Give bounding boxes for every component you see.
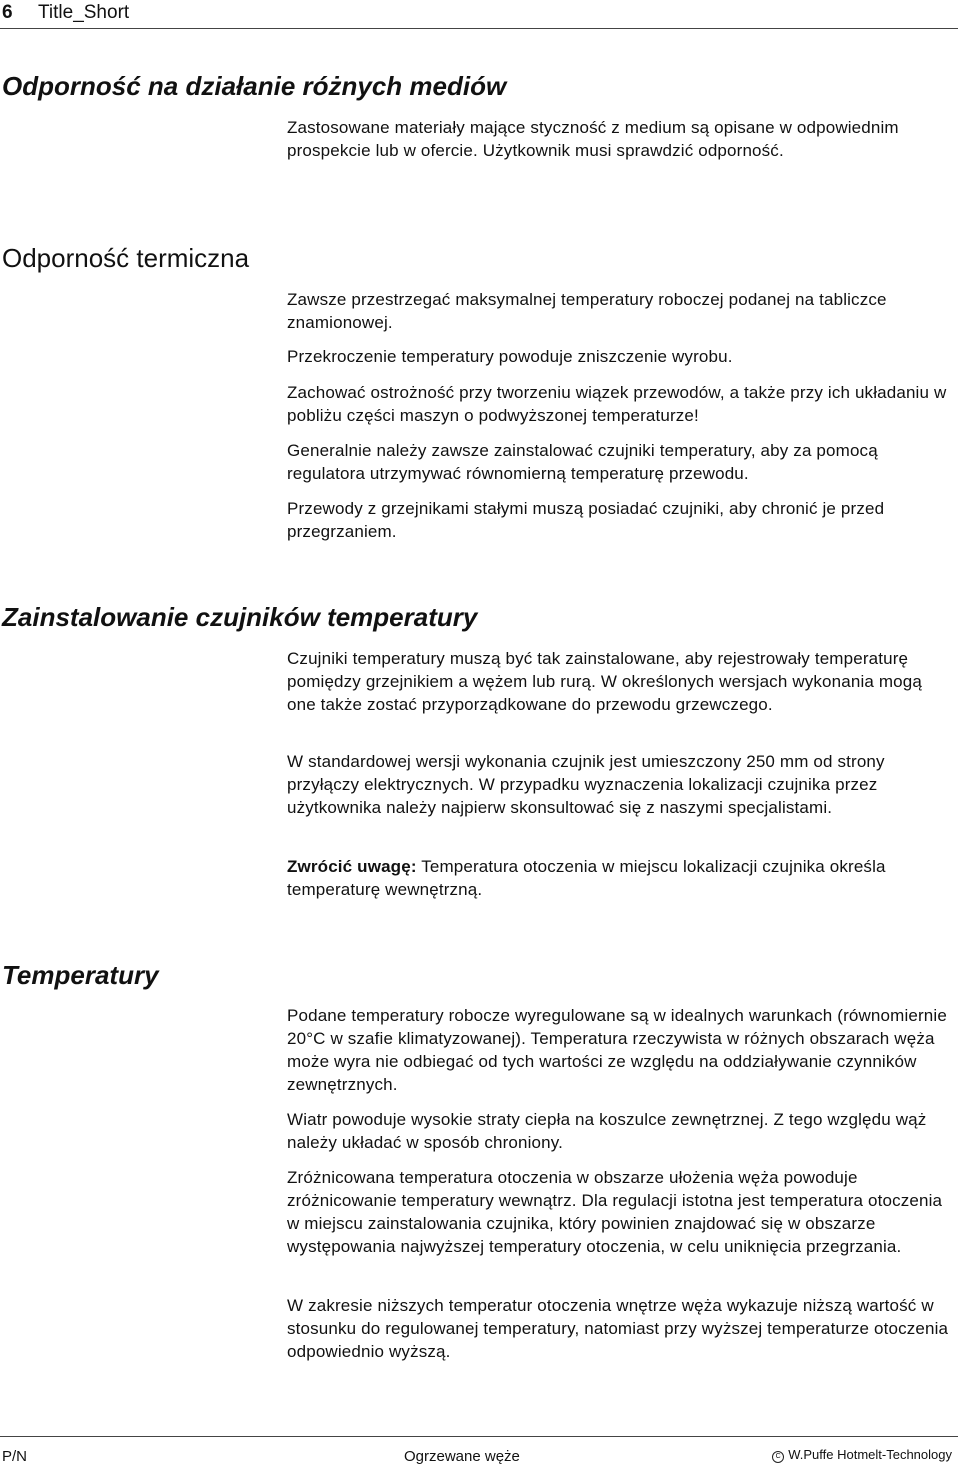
note-text: Temperatura otoczenia w miejscu lokalizacji czujnika określa temperaturę wewnętrzną. <box>287 857 886 899</box>
paragraph: Generalnie należy zawsze zainstalować czujniki temperatury, aby za pomocą regulatora utrzymywać równomierną temperaturę przewodu. <box>287 441 878 483</box>
paragraph: Zróżnicowana temperatura otoczenia w obszarze ułożenia węża powoduje zróżnicowanie temperatury wewnątrz. Dla regulacji istotna jest temperatura otoczenia w miejscu zainstalowania czujnika, który powinien znajdować się w obszarze występowania najwyższej temperatury otoczenia, w celu uniknięcia przegrzania. <box>287 1168 943 1256</box>
copyright-icon: C <box>772 1451 784 1463</box>
paragraph: W standardowej wersji wykonania czujnik jest umieszczony 250 mm od strony przyłączy elektrycznych. W przypadku wyznaczenia lokalizacji czujnika przez użytkownika należy najpierw skonsultować się z naszymi specjalistami. <box>287 752 885 817</box>
paragraph: Zastosowane materiały mające styczność z medium są opisane w odpowiednim prospekcie lub w ofercie. Użytkownik musi sprawdzić odporność. <box>287 118 899 160</box>
page-number: 6 <box>2 2 13 23</box>
paragraph: Przewody z grzejnikami stałymi muszą posiadać czujniki, aby chronić je przed przegrzaniem. <box>287 499 885 541</box>
heading-media-resistance: Odporność na działanie różnych mediów <box>2 71 507 101</box>
company-name <box>772 1447 952 1463</box>
paragraph: Wiatr powoduje wysokie straty ciepła na koszulce zewnętrznej. Z tego względu wąż należy układać w sposób chroniony. <box>287 1110 927 1152</box>
document-title: Ogrzewane węże <box>404 1448 520 1465</box>
note-paragraph <box>287 855 955 901</box>
running-title: Title_Short <box>38 2 130 23</box>
page-header <box>0 0 958 29</box>
note-label: Zwrócić uwagę: <box>287 857 417 876</box>
heading-thermal-resistance: Odporność termiczna <box>2 243 250 273</box>
paragraph: Przekroczenie temperatury powoduje zniszczenie wyrobu. <box>287 347 733 366</box>
page-footer <box>0 1436 958 1470</box>
paragraph: W zakresie niższych temperatur otoczenia wnętrze węża wykazuje niższą wartość w stosunku do regulowanej temperatury, natomiast przy wyższej temperaturze otoczenia odpowiednio wyższą. <box>287 1296 949 1361</box>
paragraph: Zachować ostrożność przy tworzeniu wiązek przewodów, a także przy ich układaniu w pobliżu części maszyn o podwyższonej temperaturze! <box>287 383 947 425</box>
paragraph: Czujniki temperatury muszą być tak zainstalowane, aby rejestrowały temperaturę pomiędzy grzejnikiem a wężem lub rurą. W określonych wersjach wykonania mogą one także zostać przyporządkowane do przewodu grzewczego. <box>287 649 922 714</box>
heading-sensor-installation: Zainstalowanie czujników temperatury <box>2 602 478 632</box>
part-number-label: P/N <box>2 1448 28 1465</box>
paragraph: Zawsze przestrzegać maksymalnej temperatury roboczej podanej na tabliczce znamionowej. <box>287 290 887 332</box>
paragraph: Podane temperatury robocze wyregulowane są w idealnych warunkach (równomiernie 20°C w szafie klimatyzowanej). Temperatura rzeczywista w różnych obszarach węża może wyra nie odbiegać od tych wartości ze względu na oddziaływanie czynników zewnętrznych. <box>287 1006 947 1094</box>
heading-temperatures: Temperatury <box>2 960 159 990</box>
company-name-text: W.Puffe Hotmelt-Technology <box>788 1447 952 1462</box>
